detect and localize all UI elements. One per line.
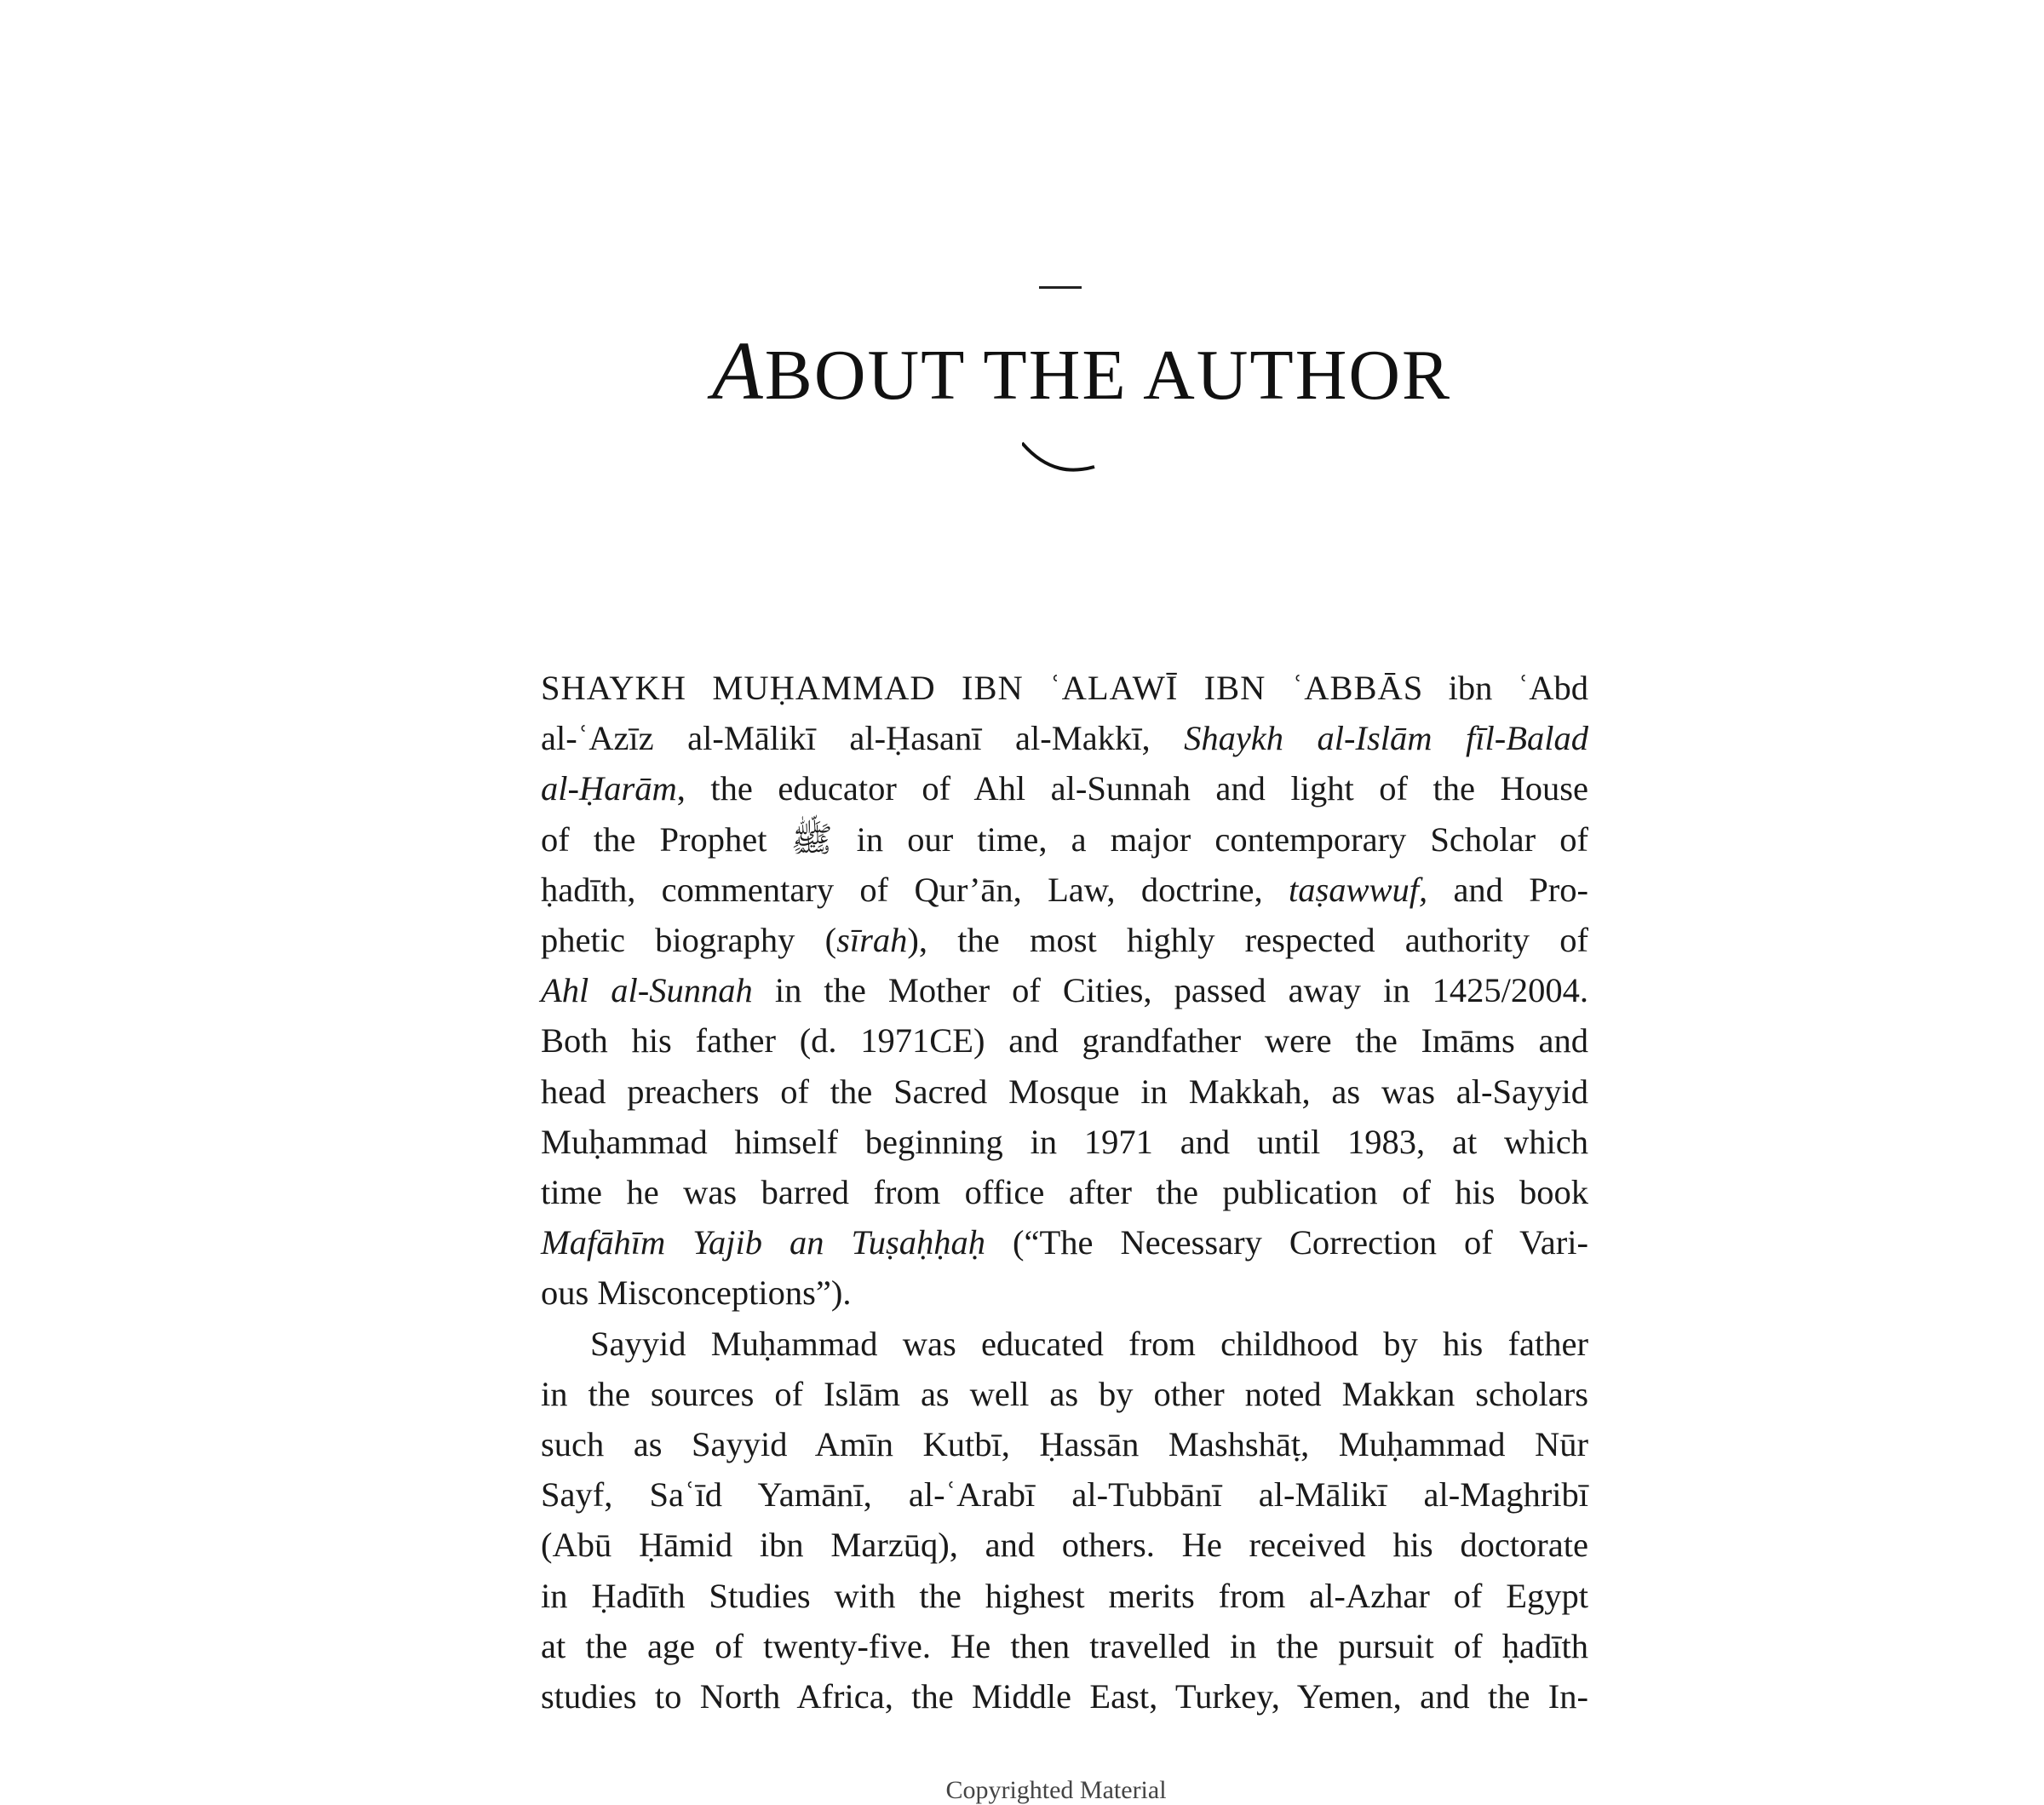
text-line: ous Misconceptions”). (541, 1273, 852, 1313)
text-line: Ahl al-Sunnah in the Mother of Cities, passed away in 1425/2004. (541, 971, 1588, 1010)
text-line: (Abū Ḥāmid ibn Marzūq), and others. He received his doctorate (541, 1526, 1588, 1565)
copyright-footer: Copyrighted Material (945, 1776, 1167, 1804)
text-line: al-Ḥarām, the educator of Ahl al-Sunnah and light of the House (541, 769, 1588, 808)
text-line: head preachers of the Sacred Mosque in Makkah, as was al-Sayyid (541, 1072, 1588, 1111)
title-swash-ornament (1048, 450, 1116, 484)
text-line: at the age of twenty-five. He then travelled in the pursuit of ḥadīth (541, 1626, 1588, 1665)
text-line: ḥadīth, commentary of Qur’ān, Law, doctrine, taṣawwuf, and Pro- (541, 870, 1588, 909)
text-line: Muḥammad himself beginning in 1971 and until 1983, at which (541, 1122, 1588, 1161)
text-line: studies to North Africa, the Middle East, Turkey, Yemen, and the In- (541, 1677, 1588, 1716)
text-line: Sayyid Muḥammad was educated from childhood by his father (590, 1324, 1588, 1363)
text-line: Sayf, Saʿīd Yamānī, al-ʿArabī al-Tubbānī al-Mālikī al-Maghribī (541, 1475, 1588, 1515)
chapter-title (707, 324, 1456, 502)
text-line: Mafāhīm Yajib an Tuṣaḥḥaḥ (“The Necessary Correction of Vari- (541, 1223, 1588, 1262)
text-line: Both his father (d. 1971CE) and grandfather were the Imāms and (541, 1021, 1588, 1061)
text-line: in Ḥadīth Studies with the highest merits from al-Azhar of Egypt (541, 1576, 1588, 1615)
text-line: in the sources of Islām as well as by other noted Makkan scholars (541, 1374, 1588, 1413)
title-first-letter: A (711, 325, 765, 417)
paragraph-2 (541, 1319, 1588, 1722)
heading-rule (1039, 286, 1082, 289)
text-line: phetic biography (sīrah), the most highly respected authority of (541, 921, 1588, 960)
text-line: of the Prophet ﷺ in our time, a major contemporary Scholar of (541, 819, 1588, 859)
text-line: SHAYKH MUḤAMMAD IBN ʿALAWĪ IBN ʿABBĀS ibn ʿAbd (541, 669, 1588, 707)
text-line: such as Sayyid Amīn Kutbī, Ḥassān Mashshāṭ, Muḥammad Nūr (541, 1425, 1588, 1464)
text-line: al-ʿAzīz al-Mālikī al-Ḥasanī al-Makkī, Shaykh al-Islām fīl-Balad (541, 719, 1588, 758)
text-line: time he was barred from office after the publication of his book (541, 1173, 1588, 1212)
body-text (541, 663, 1588, 1722)
paragraph-1 (541, 663, 1588, 1319)
title-rest: BOUT THE AUTHOR (764, 336, 1452, 415)
